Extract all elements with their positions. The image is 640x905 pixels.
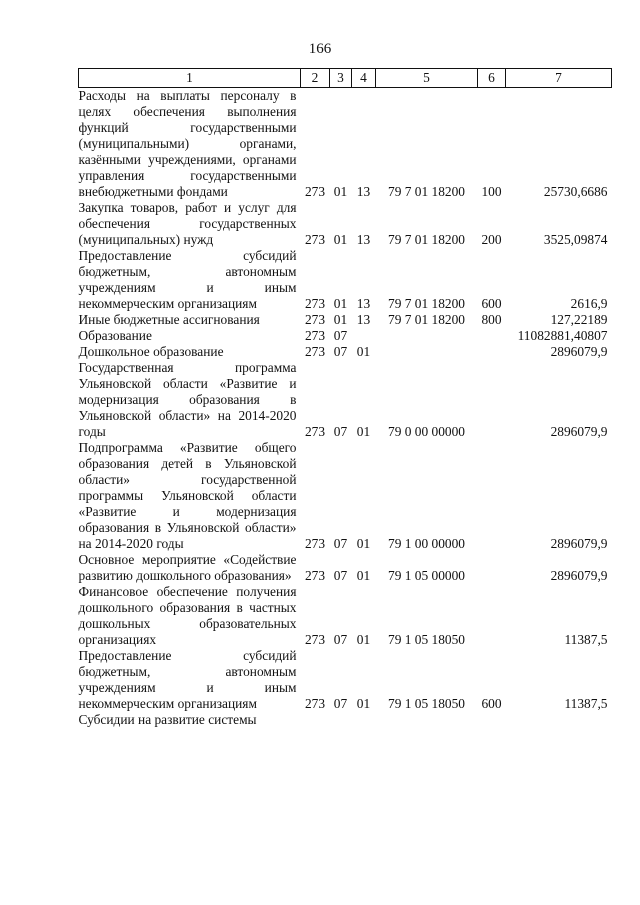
row-amount: 127,22189 [550,312,608,327]
row-code-expense-type [478,440,506,552]
row-amount: 11082881,40807 [517,328,608,343]
row-code-subsection: 01 [356,344,371,359]
row-code-section: 07 [333,696,348,711]
row-code-section: 01 [333,232,348,247]
row-code-section: 07 [333,536,348,551]
row-code-subsection: 01 [356,696,371,711]
row-code-admin: 273 [304,568,326,583]
row-code-target: 79 7 01 18200 [388,232,465,247]
page-number: 166 [308,41,332,57]
row-code-expense-type [478,344,506,360]
row-code-admin: 273 [304,296,326,311]
row-code-expense-type [478,552,506,584]
row-code-expense-type: 600 [481,296,502,311]
row-code-expense-type [478,328,506,344]
row-code-target: 79 1 00 00000 [388,536,465,551]
table-row [79,648,612,712]
row-code-admin: 273 [304,328,326,343]
row-amount: 11387,5 [564,632,608,647]
row-code-section: 07 [333,568,348,583]
row-code-expense-type: 600 [481,696,502,711]
row-code-admin: 273 [304,632,326,647]
row-code-subsection: 13 [356,184,371,199]
row-name: Государственная программа Ульяновской области «Развитие и модернизация образования в Ульяновской области» на 2014-2020 годы [78,360,297,439]
table-row [79,88,612,201]
row-amount: 2896079,9 [550,344,608,359]
row-code-subsection: 13 [356,232,371,247]
row-code-admin: 273 [304,424,326,439]
row-code-admin: 273 [304,312,326,327]
row-code-subsection [352,712,376,728]
row-code-target: 79 7 01 18200 [388,184,465,199]
row-name: Предоставление субсидий бюджетным, автономным учреждениям и иным некоммерческим организациям [78,648,297,711]
row-code-admin: 273 [304,184,326,199]
row-code-expense-type: 800 [481,312,502,327]
row-amount: 3525,09874 [543,232,608,247]
row-code-section: 01 [333,296,348,311]
row-code-admin: 273 [304,536,326,551]
row-code-section: 07 [333,424,348,439]
row-name: Иные бюджетные ассигнования [78,312,260,327]
table-row [79,312,612,328]
table-row [79,584,612,648]
row-code-subsection [352,328,376,344]
row-amount: 11387,5 [564,696,608,711]
column-header-1: 1 [79,69,301,88]
row-code-target: 79 0 00 00000 [388,424,465,439]
table-row [79,712,612,728]
row-code-expense-type [478,360,506,440]
row-code-section: 07 [333,632,348,647]
row-code-section: 07 [333,328,348,343]
row-code-admin: 273 [304,232,326,247]
row-name: Дошкольное образование [78,344,224,359]
row-name: Предоставление субсидий бюджетным, автономным учреждениям и иным некоммерческим организациям [78,248,297,311]
column-header-2: 2 [301,69,330,88]
row-code-section [330,712,352,728]
row-code-subsection: 13 [356,296,371,311]
row-name: Субсидии на развитие системы [78,712,257,727]
row-code-section: 01 [333,312,348,327]
row-code-subsection: 01 [356,568,371,583]
column-header-6: 6 [478,69,506,88]
row-code-target [376,328,478,344]
column-header-5: 5 [376,69,478,88]
row-amount: 2896079,9 [550,424,608,439]
row-code-target [376,344,478,360]
row-code-expense-type [478,712,506,728]
row-name: Закупка товаров, работ и услуг для обеспечения государственных (муниципальных) нужд [78,200,297,247]
column-header-4: 4 [352,69,376,88]
row-code-target: 79 1 05 00000 [388,568,465,583]
row-code-admin: 273 [304,344,326,359]
row-code-subsection: 01 [356,632,371,647]
row-code-section: 01 [333,184,348,199]
row-code-target [376,712,478,728]
row-code-subsection: 01 [356,424,371,439]
row-code-target: 79 7 01 18200 [388,296,465,311]
table-row [79,328,612,344]
row-amount: 25730,6686 [543,184,608,199]
row-code-target: 79 7 01 18200 [388,312,465,327]
row-code-target: 79 1 05 18050 [388,632,465,647]
row-code-expense-type: 200 [481,232,502,247]
table-row [79,552,612,584]
table-row [79,344,612,360]
row-amount: 2896079,9 [550,536,608,551]
row-code-target: 79 1 05 18050 [388,696,465,711]
row-amount [506,712,612,728]
table-row [79,440,612,552]
row-amount: 2616,9 [570,296,608,311]
header-row [79,69,612,88]
row-code-admin: 273 [304,696,326,711]
row-name: Образование [78,328,152,343]
column-header-7: 7 [506,69,612,88]
row-code-section: 07 [333,344,348,359]
table-row [79,360,612,440]
row-name: Финансовое обеспечение получения дошкольного образования в частных дошкольных образовательных организациях [78,584,297,647]
row-code-expense-type [478,584,506,648]
row-name: Расходы на выплаты персоналу в целях обеспечения выполнения функций государственными (муниципальными) органами, казёнными учреждениями, органами управления государственными внебюджетными фондами [78,88,297,199]
row-name: Основное мероприятие «Содействие развитию дошкольного образования» [78,552,297,583]
budget-table [78,68,612,728]
row-code-admin [301,712,330,728]
table-row [79,200,612,248]
row-name: Подпрограмма «Развитие общего образования детей в Ульяновской области» государственной программы Ульяновской области «Развитие и модернизация образования в Ульяновской области» на 2014-2020 годы [78,440,297,551]
row-code-subsection: 13 [356,312,371,327]
table-row [79,248,612,312]
row-amount: 2896079,9 [550,568,608,583]
row-code-expense-type: 100 [481,184,502,199]
column-header-3: 3 [330,69,352,88]
row-code-subsection: 01 [356,536,371,551]
